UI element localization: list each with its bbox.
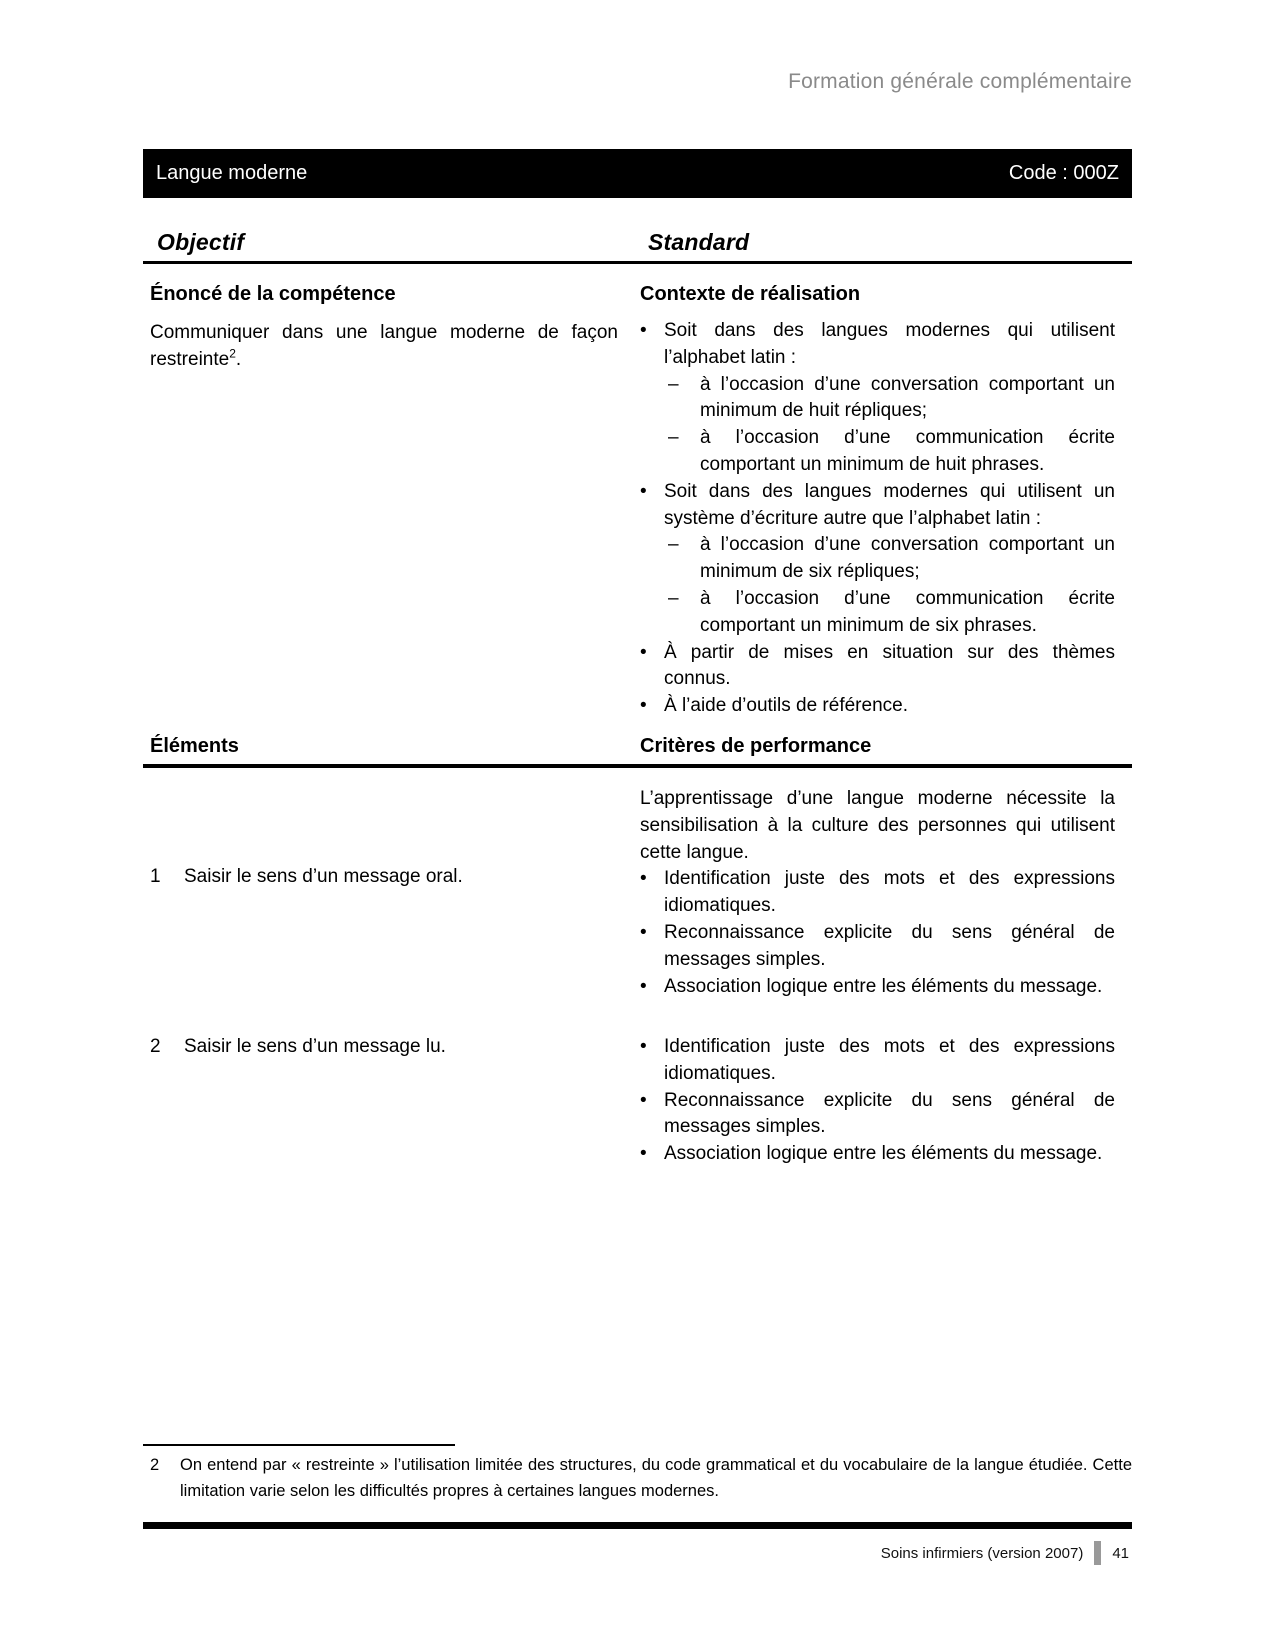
criteria-bullet: [640, 1088, 1115, 1142]
context-bullet: [640, 640, 1115, 694]
page-number: 41: [1112, 1544, 1129, 1562]
running-head: Formation générale complémentaire: [788, 70, 1132, 93]
element-number: 1: [150, 866, 161, 887]
criteria-bullet: [640, 974, 1115, 1001]
competence-statement: [150, 320, 618, 374]
heading-contexte-realisation: Contexte de réalisation: [640, 283, 861, 305]
context-sub-text: à l’occasion d’une communication écrite comportant un minimum de six phrases.: [700, 587, 1115, 636]
dash-icon: –: [668, 373, 679, 395]
course-title-bar: [143, 149, 1132, 198]
context-sub-text: à l’occasion d’une conversation comportant un minimum de huit répliques;: [700, 373, 1115, 422]
element-number: 2: [150, 1036, 161, 1057]
heading-elements: Éléments: [150, 735, 239, 757]
header-rule: [143, 261, 1132, 264]
competence-text: Communiquer dans une langue moderne de façon restreinte: [150, 322, 618, 370]
context-bullet-text: Soit dans des langues modernes qui utilisent l’alphabet latin :: [664, 320, 1115, 368]
bullet-icon: •: [640, 1143, 647, 1165]
criteria-text: Association logique entre les éléments du message.: [664, 1143, 1103, 1165]
footnote-reference: 2: [229, 346, 236, 361]
bullet-icon: •: [640, 921, 647, 943]
context-sub-text: à l’occasion d’une communication écrite comportant un minimum de huit phrases.: [700, 427, 1115, 475]
context-sub-item: [640, 425, 1115, 479]
context-list: [640, 318, 1115, 720]
footer-program: Soins infirmiers (version 2007): [880, 1544, 1084, 1562]
column-header-standard: Standard: [648, 229, 750, 255]
bullet-icon: •: [640, 975, 647, 997]
heading-enonce-competence: Énoncé de la compétence: [150, 283, 396, 305]
dash-icon: –: [668, 427, 679, 449]
criteria-text: Identification juste des mots et des expressions idiomatiques.: [664, 868, 1115, 917]
criteria-text: Reconnaissance explicite du sens général de messages simples.: [664, 921, 1115, 970]
footnote: [150, 1452, 1132, 1504]
bullet-icon: •: [640, 641, 647, 663]
criteria-bullet: [640, 866, 1115, 920]
footnote-text: On entend par « restreinte » l’utilisation limitée des structures, du code grammatical et du vocabulaire de la langue étudiée. Cette limitation varie selon les difficultés propres à certaines langues modernes.: [180, 1456, 1132, 1500]
bullet-icon: •: [640, 1036, 647, 1057]
bullet-icon: •: [640, 480, 647, 502]
course-title: Langue moderne: [156, 162, 308, 184]
footer-rule: [143, 1522, 1132, 1529]
footnote-rule: [143, 1444, 455, 1446]
element-1: [150, 864, 620, 891]
context-bullet: [640, 479, 1115, 533]
section-rule: [143, 764, 1132, 768]
context-sub-item: [640, 372, 1115, 426]
element-label: Saisir le sens d’un message lu.: [184, 1036, 446, 1057]
criteria-block-2: [640, 1034, 1115, 1168]
context-bullet: [640, 693, 1115, 720]
dash-icon: –: [668, 587, 679, 609]
bullet-icon: •: [640, 695, 647, 717]
bullet-icon: •: [640, 1089, 647, 1111]
criteria-text: Reconnaissance explicite du sens général de messages simples.: [664, 1089, 1115, 1138]
criteria-bullet: [640, 920, 1115, 974]
footnote-number: 2: [150, 1456, 160, 1474]
heading-criteres-performance: Critères de performance: [640, 735, 872, 757]
element-label: Saisir le sens d’un message oral.: [184, 866, 463, 887]
context-bullet-text: À l’aide d’outils de référence.: [664, 695, 908, 717]
criteria-bullet: [640, 1034, 1115, 1088]
context-sub-item: [640, 532, 1115, 586]
competence-period: .: [235, 348, 242, 370]
footer-divider-bar: [1094, 1541, 1101, 1565]
page-footer: [881, 1541, 1129, 1565]
context-bullet-text: À partir de mises en situation sur des thèmes connus.: [664, 641, 1115, 690]
criteria-block-1: [640, 786, 1115, 1000]
criteria-text: Association logique entre les éléments du message.: [664, 975, 1103, 997]
context-bullet-text: Soit dans des langues modernes qui utilisent un système d’écriture autre que l’alphabet latin :: [664, 480, 1115, 529]
criteria-intro: L’apprentissage d’une langue moderne nécessite la sensibilisation à la culture des personnes qui utilisent cette langue.: [640, 788, 1115, 863]
criteria-bullet: [640, 1141, 1115, 1168]
course-code: Code : 000Z: [1008, 162, 1119, 184]
column-header-objectif: Objectif: [157, 229, 245, 255]
context-sub-text: à l’occasion d’une conversation comportant un minimum de six répliques;: [700, 534, 1115, 583]
context-sub-item: [640, 586, 1115, 640]
context-bullet: [640, 318, 1115, 372]
criteria-text: Identification juste des mots et des expressions idiomatiques.: [664, 1036, 1115, 1084]
bullet-icon: •: [640, 868, 647, 890]
dash-icon: –: [668, 534, 679, 556]
bullet-icon: •: [640, 320, 647, 341]
element-2: [150, 1034, 620, 1061]
